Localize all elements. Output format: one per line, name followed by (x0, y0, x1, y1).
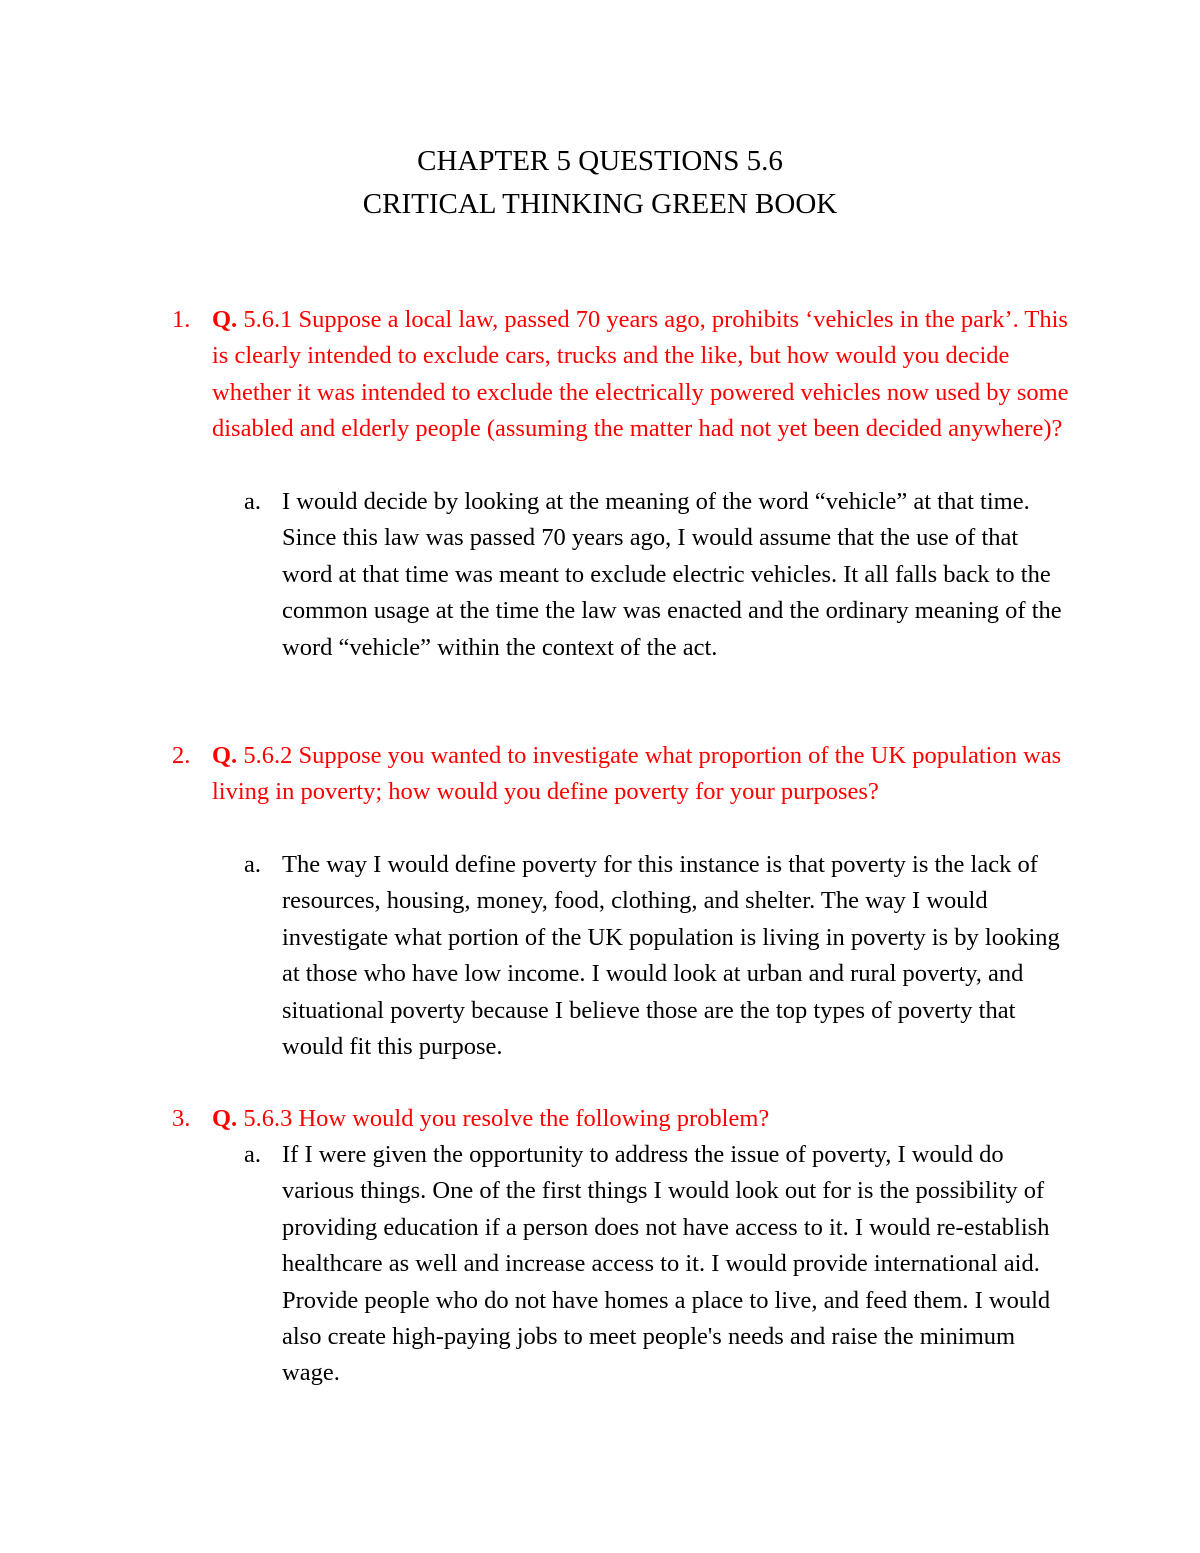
answer-3-text: If I were given the opportunity to address the issue of poverty, I would do various things. One of the first things I would look out for is the possibility of providing education if a person does not have access to it. I would re-establish healthcare as well and increase access to it. I would provide international aid. Provide people who do not have homes a place to live, and feed them. I would also create high-paying jobs to meet people's needs and raise the minimum wage. (282, 1141, 1051, 1387)
answer-2-letter: a. (244, 851, 261, 878)
question-1-text (212, 302, 1072, 448)
question-2-number: 2. (172, 742, 191, 769)
question-1-label: Q. (212, 306, 238, 333)
question-3-text (212, 1101, 1072, 1137)
answer-3-letter: a. (244, 1141, 261, 1168)
question-1-body: 5.6.1 Suppose a local law, passed 70 years ago, prohibits ‘vehicles in the park’. This is clearly intended to exclude cars, trucks and the like, but how would you decide whether it was intended to exclude the electrically powered vehicles now used by some disabled and elderly people (assuming the matter had not yet been decided anywhere)? (212, 306, 1069, 443)
document-title (0, 140, 1200, 226)
question-3-body: 5.6.3 How would you resolve the following problem? (243, 1105, 770, 1132)
question-3-number: 3. (172, 1105, 191, 1132)
question-2-body: 5.6.2 Suppose you wanted to investigate what proportion of the UK population was living in poverty; how would you define poverty for your purposes? (212, 742, 1062, 806)
question-2-text (212, 738, 1072, 811)
title-line-2: CRITICAL THINKING GREEN BOOK (362, 188, 838, 220)
question-2-label: Q. (212, 742, 238, 769)
question-1-number: 1. (172, 306, 191, 333)
question-3-label: Q. (212, 1105, 238, 1132)
answer-2-text: The way I would define poverty for this instance is that poverty is the lack of resources, housing, money, food, clothing, and shelter. The way I would investigate what portion of the UK population is living in poverty is by looking at those who have low income. I would look at urban and rural poverty, and situational poverty because I believe those are the top types of poverty that would fit this purpose. (282, 851, 1060, 1061)
answer-1-letter: a. (244, 488, 261, 515)
title-line-1: CHAPTER 5 QUESTIONS 5.6 (417, 145, 783, 177)
answer-1-text: I would decide by looking at the meaning of the word “vehicle” at that time. Since this law was passed 70 years ago, I would assume that the use of that word at that time was meant to exclude electric vehicles. It all falls back to the common usage at the time the law was enacted and the ordinary meaning of the word “vehicle” within the context of the act. (282, 488, 1062, 661)
